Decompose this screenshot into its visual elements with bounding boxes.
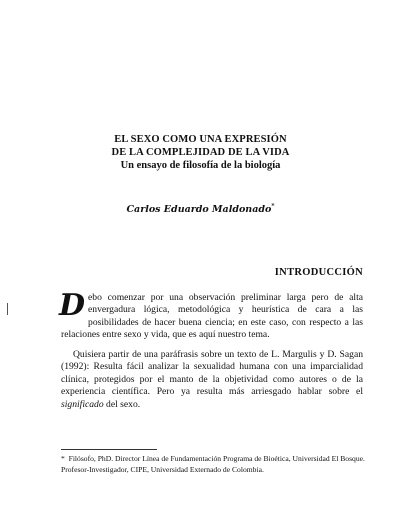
title-line-2: DE LA COMPLEJIDAD DE LA VIDA [111,147,290,158]
paragraph-2-emphasis: significado [61,398,104,410]
title-block [0,133,401,173]
paragraph-2-text-end: del sexo. [103,398,141,410]
paragraph-1-text: ebo comenzar por una observación preliminar larga pero de alta envergadura lógica, metodológica y heurística de cara a las posibilidades de hacer buena ciencia; en este caso, con respecto a las relaciones entre sexo y vida, que es aquí nuestro tema. [61,292,363,341]
subtitle: Un ensayo de filosofía de la biología [120,160,281,171]
author-footnote-marker: * [271,203,275,210]
footnote-marker: * [61,454,65,463]
drop-cap: D [59,288,86,323]
paragraph-2 [61,349,363,411]
title-line-1: EL SEXO COMO UNA EXPRESIÓN [114,134,287,145]
section-heading: INTRODUCCIÓN [274,267,363,278]
author-line [0,203,401,215]
footnote-text: Filósofo, PhD. Director Línea de Fundamentación Programa de Bioética, Universidad El Bosque. Profesor-Investigador, CIPE, Universidad Externado de Colombia. [61,454,365,474]
footnote-divider [61,449,157,450]
footnote [61,454,371,475]
paragraph-1 [59,288,363,342]
paragraph-2-text-start: Quisiera partir de una paráfrasis sobre un texto de L. Margulis y D. Sagan (1992): Resulta fácil analizar la sexualidad humana con una imparcialidad clínica, protegidos por el manto de la objetividad como autores o de la experiencia científica. Pero ya resulta más arriesgado hablar sobre el [61,349,363,398]
author-name: Carlos Eduardo Maldonado [126,204,272,216]
margin-mark [7,303,8,315]
